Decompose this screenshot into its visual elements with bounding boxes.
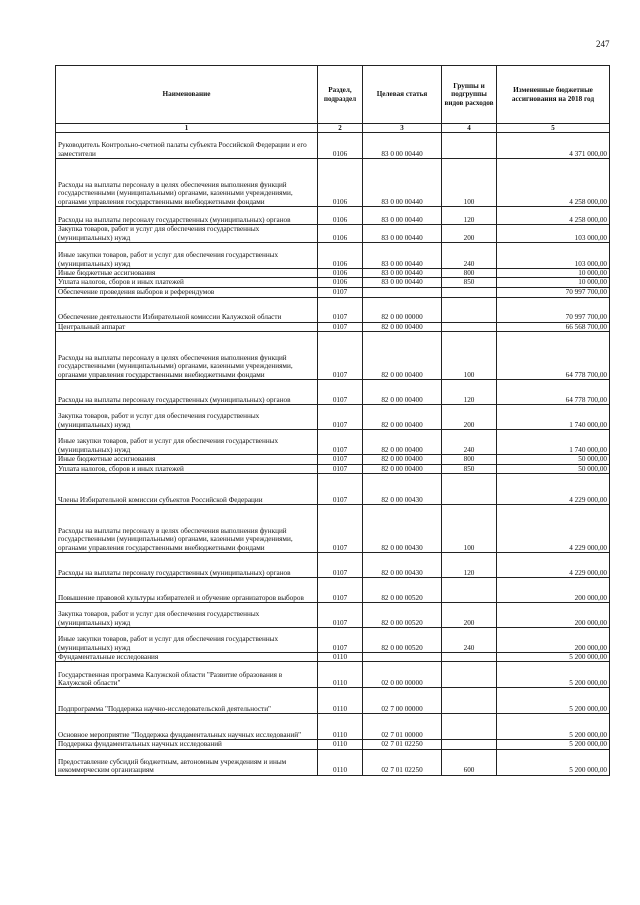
header-section: Раздел, подраздел <box>318 66 363 124</box>
row-group-cell: 120 <box>442 380 497 405</box>
table-row <box>56 653 610 662</box>
table-row <box>56 243 610 269</box>
table-row <box>56 464 610 473</box>
row-name-cell: Закупка товаров, работ и услуг для обеспечения государственных (муниципальных) нужд <box>56 405 318 430</box>
table-row <box>56 505 610 553</box>
header-name: Наименование <box>56 66 318 124</box>
row-section-cell: 0107 <box>318 505 363 553</box>
row-amount-cell: 10 000,00 <box>497 269 610 278</box>
table-header-row <box>56 66 610 124</box>
table-row <box>56 455 610 464</box>
row-amount-cell: 66 568 700,00 <box>497 322 610 331</box>
row-name-cell: Расходы на выплаты персоналу государственных (муниципальных) органов <box>56 207 318 225</box>
table-row <box>56 133 610 159</box>
row-target-cell <box>363 287 442 297</box>
row-name-cell: Поддержка фундаментальных научных исследований <box>56 740 318 749</box>
row-amount-cell: 50 000,00 <box>497 464 610 473</box>
row-amount-cell: 1 740 000,00 <box>497 405 610 430</box>
row-group-cell <box>442 133 497 159</box>
row-target-cell <box>363 653 442 662</box>
row-target-cell: 82 0 00 00520 <box>363 578 442 603</box>
row-group-cell: 100 <box>442 505 497 553</box>
column-number: 4 <box>442 124 497 133</box>
row-name-cell: Предоставление субсидий бюджетным, автономным учреждениям и иным некоммерческим организациям <box>56 749 318 775</box>
row-amount-cell: 4 258 000,00 <box>497 207 610 225</box>
row-amount-cell: 4 258 000,00 <box>497 159 610 207</box>
row-amount-cell: 4 229 000,00 <box>497 553 610 578</box>
row-group-cell: 240 <box>442 243 497 269</box>
table-row <box>56 662 610 688</box>
row-name-cell: Уплата налогов, сборов и иных платежей <box>56 464 318 473</box>
row-target-cell: 82 0 00 00400 <box>363 455 442 464</box>
row-amount-cell: 5 200 000,00 <box>497 688 610 714</box>
row-group-cell <box>442 688 497 714</box>
row-target-cell: 82 0 00 00400 <box>363 380 442 405</box>
row-section-cell: 0110 <box>318 653 363 662</box>
table-row <box>56 578 610 603</box>
row-name-cell: Расходы на выплаты персоналу в целях обеспечения выполнения функций государственными (муниципальными) органами, казенными учреждениями, органами управления государственными внебюджетными фондами <box>56 505 318 553</box>
table-row <box>56 297 610 322</box>
row-target-cell: 82 0 00 00520 <box>363 603 442 628</box>
row-target-cell: 82 0 00 00400 <box>363 322 442 331</box>
row-amount-cell: 70 997 700,00 <box>497 297 610 322</box>
row-name-cell: Фундаментальные исследования <box>56 653 318 662</box>
row-group-cell: 800 <box>442 455 497 464</box>
row-name-cell: Расходы на выплаты персоналу государственных (муниципальных) органов <box>56 380 318 405</box>
column-number-row <box>56 124 610 133</box>
row-section-cell: 0110 <box>318 688 363 714</box>
row-group-cell: 200 <box>442 603 497 628</box>
row-target-cell: 82 0 00 00520 <box>363 628 442 653</box>
table-body <box>56 133 610 776</box>
row-target-cell: 83 0 00 00440 <box>363 133 442 159</box>
table-row <box>56 603 610 628</box>
row-group-cell <box>442 287 497 297</box>
row-section-cell: 0107 <box>318 455 363 464</box>
table-row <box>56 278 610 287</box>
row-amount-cell: 4 229 000,00 <box>497 505 610 553</box>
row-group-cell: 200 <box>442 225 497 243</box>
table-row <box>56 405 610 430</box>
row-target-cell: 82 0 00 00400 <box>363 430 442 455</box>
row-target-cell: 83 0 00 00440 <box>363 225 442 243</box>
row-section-cell: 0110 <box>318 749 363 775</box>
row-name-cell: Повышение правовой культуры избирателей и обучение организаторов выборов <box>56 578 318 603</box>
row-group-cell <box>442 474 497 505</box>
table-row <box>56 159 610 207</box>
row-target-cell: 02 7 01 02250 <box>363 740 442 749</box>
row-name-cell: Основное мероприятие "Поддержка фундаментальных научных исследований" <box>56 714 318 740</box>
table-row <box>56 740 610 749</box>
row-section-cell: 0107 <box>318 322 363 331</box>
row-group-cell: 800 <box>442 269 497 278</box>
row-target-cell: 02 7 01 02250 <box>363 749 442 775</box>
row-target-cell: 02 0 00 00000 <box>363 662 442 688</box>
table-row <box>56 749 610 775</box>
row-section-cell: 0106 <box>318 243 363 269</box>
row-group-cell <box>442 297 497 322</box>
row-section-cell: 0106 <box>318 278 363 287</box>
row-section-cell: 0106 <box>318 133 363 159</box>
budget-allocation-table <box>55 65 610 776</box>
row-name-cell: Расходы на выплаты персоналу в целях обеспечения выполнения функций государственными (муниципальными) органами, казенными учреждениями, органами управления государственными внебюджетными фондами <box>56 332 318 380</box>
row-target-cell: 02 7 01 00000 <box>363 714 442 740</box>
row-group-cell: 100 <box>442 159 497 207</box>
table-row <box>56 474 610 505</box>
row-amount-cell: 10 000,00 <box>497 278 610 287</box>
row-section-cell: 0107 <box>318 553 363 578</box>
row-amount-cell: 5 200 000,00 <box>497 662 610 688</box>
row-group-cell <box>442 322 497 331</box>
row-group-cell <box>442 653 497 662</box>
table-row <box>56 553 610 578</box>
row-section-cell: 0106 <box>318 159 363 207</box>
row-section-cell: 0107 <box>318 287 363 297</box>
row-target-cell: 82 0 00 00400 <box>363 405 442 430</box>
row-section-cell: 0107 <box>318 474 363 505</box>
row-section-cell: 0106 <box>318 269 363 278</box>
column-number: 2 <box>318 124 363 133</box>
row-section-cell: 0110 <box>318 740 363 749</box>
table-row <box>56 430 610 455</box>
row-section-cell: 0106 <box>318 207 363 225</box>
row-group-cell: 100 <box>442 332 497 380</box>
row-target-cell: 82 0 00 00400 <box>363 464 442 473</box>
row-name-cell: Подпрограмма "Поддержка научно-исследовательской деятельности" <box>56 688 318 714</box>
row-target-cell: 82 0 00 00000 <box>363 297 442 322</box>
row-target-cell: 83 0 00 00440 <box>363 269 442 278</box>
page-number: 247 <box>596 39 610 49</box>
row-amount-cell: 4 229 000,00 <box>497 474 610 505</box>
row-section-cell: 0107 <box>318 405 363 430</box>
row-name-cell: Иные бюджетные ассигнования <box>56 455 318 464</box>
row-name-cell: Закупка товаров, работ и услуг для обеспечения государственных (муниципальных) нужд <box>56 603 318 628</box>
table-row <box>56 269 610 278</box>
row-amount-cell: 200 000,00 <box>497 578 610 603</box>
row-target-cell: 83 0 00 00440 <box>363 159 442 207</box>
table-row <box>56 225 610 243</box>
row-amount-cell: 1 740 000,00 <box>497 430 610 455</box>
row-target-cell: 82 0 00 00430 <box>363 553 442 578</box>
header-expense-group: Группы и подгруппы видов расходов <box>442 66 497 124</box>
row-group-cell: 850 <box>442 464 497 473</box>
row-name-cell: Государственная программа Калужской области "Развитие образования в Калужской области" <box>56 662 318 688</box>
column-number: 1 <box>56 124 318 133</box>
row-target-cell: 83 0 00 00440 <box>363 278 442 287</box>
header-amount: Измененные бюджетные ассигнования на 2018 год <box>497 66 610 124</box>
row-name-cell: Закупка товаров, работ и услуг для обеспечения государственных (муниципальных) нужд <box>56 225 318 243</box>
row-section-cell: 0106 <box>318 225 363 243</box>
row-group-cell: 120 <box>442 553 497 578</box>
row-group-cell: 600 <box>442 749 497 775</box>
row-target-cell: 82 0 00 00430 <box>363 474 442 505</box>
row-group-cell <box>442 662 497 688</box>
row-amount-cell: 64 778 700,00 <box>497 380 610 405</box>
row-amount-cell: 50 000,00 <box>497 455 610 464</box>
row-amount-cell: 200 000,00 <box>497 628 610 653</box>
row-name-cell: Члены Избирательной комиссии субъектов Российской Федерации <box>56 474 318 505</box>
row-group-cell: 200 <box>442 405 497 430</box>
row-amount-cell: 103 000,00 <box>497 243 610 269</box>
row-amount-cell: 5 200 000,00 <box>497 740 610 749</box>
table-row <box>56 628 610 653</box>
row-target-cell: 02 7 00 00000 <box>363 688 442 714</box>
row-name-cell: Иные закупки товаров, работ и услуг для обеспечения государственных (муниципальных) нужд <box>56 628 318 653</box>
column-number: 5 <box>497 124 610 133</box>
row-group-cell: 240 <box>442 430 497 455</box>
row-section-cell: 0107 <box>318 578 363 603</box>
row-group-cell <box>442 740 497 749</box>
table-row <box>56 380 610 405</box>
row-group-cell: 850 <box>442 278 497 287</box>
row-target-cell: 83 0 00 00440 <box>363 243 442 269</box>
column-number: 3 <box>363 124 442 133</box>
table-row <box>56 688 610 714</box>
row-amount-cell: 200 000,00 <box>497 603 610 628</box>
row-section-cell: 0107 <box>318 603 363 628</box>
row-section-cell: 0107 <box>318 430 363 455</box>
row-name-cell: Расходы на выплаты персоналу в целях обеспечения выполнения функций государственными (муниципальными) органами, казенными учреждениями, органами управления государственными внебюджетными фондами <box>56 159 318 207</box>
row-name-cell: Руководитель Контрольно-счетной палаты субъекта Российской Федерации и его заместители <box>56 133 318 159</box>
row-name-cell: Центральный аппарат <box>56 322 318 331</box>
header-target-article: Целевая статья <box>363 66 442 124</box>
row-section-cell: 0107 <box>318 332 363 380</box>
row-target-cell: 83 0 00 00440 <box>363 207 442 225</box>
row-section-cell: 0107 <box>318 628 363 653</box>
row-name-cell: Обеспечение проведения выборов и референдумов <box>56 287 318 297</box>
row-amount-cell: 70 997 700,00 <box>497 287 610 297</box>
table-row <box>56 322 610 331</box>
row-amount-cell: 5 200 000,00 <box>497 714 610 740</box>
row-section-cell: 0107 <box>318 380 363 405</box>
row-name-cell: Обеспечение деятельности Избирательной комиссии Калужской области <box>56 297 318 322</box>
row-name-cell: Уплата налогов, сборов и иных платежей <box>56 278 318 287</box>
row-group-cell: 240 <box>442 628 497 653</box>
table-row <box>56 332 610 380</box>
row-amount-cell: 5 200 000,00 <box>497 653 610 662</box>
table-row <box>56 714 610 740</box>
row-amount-cell: 64 778 700,00 <box>497 332 610 380</box>
row-section-cell: 0107 <box>318 464 363 473</box>
row-name-cell: Иные закупки товаров, работ и услуг для обеспечения государственных (муниципальных) нужд <box>56 243 318 269</box>
row-group-cell <box>442 578 497 603</box>
row-group-cell: 120 <box>442 207 497 225</box>
row-group-cell <box>442 714 497 740</box>
row-amount-cell: 5 200 000,00 <box>497 749 610 775</box>
row-target-cell: 82 0 00 00430 <box>363 505 442 553</box>
scan-mark <box>7 665 10 668</box>
row-amount-cell: 103 000,00 <box>497 225 610 243</box>
table-row <box>56 207 610 225</box>
row-amount-cell: 4 371 000,00 <box>497 133 610 159</box>
row-target-cell: 82 0 00 00400 <box>363 332 442 380</box>
row-name-cell: Иные бюджетные ассигнования <box>56 269 318 278</box>
table-row <box>56 287 610 297</box>
row-section-cell: 0110 <box>318 714 363 740</box>
row-name-cell: Иные закупки товаров, работ и услуг для обеспечения государственных (муниципальных) нужд <box>56 430 318 455</box>
row-section-cell: 0107 <box>318 297 363 322</box>
row-name-cell: Расходы на выплаты персоналу государственных (муниципальных) органов <box>56 553 318 578</box>
row-section-cell: 0110 <box>318 662 363 688</box>
